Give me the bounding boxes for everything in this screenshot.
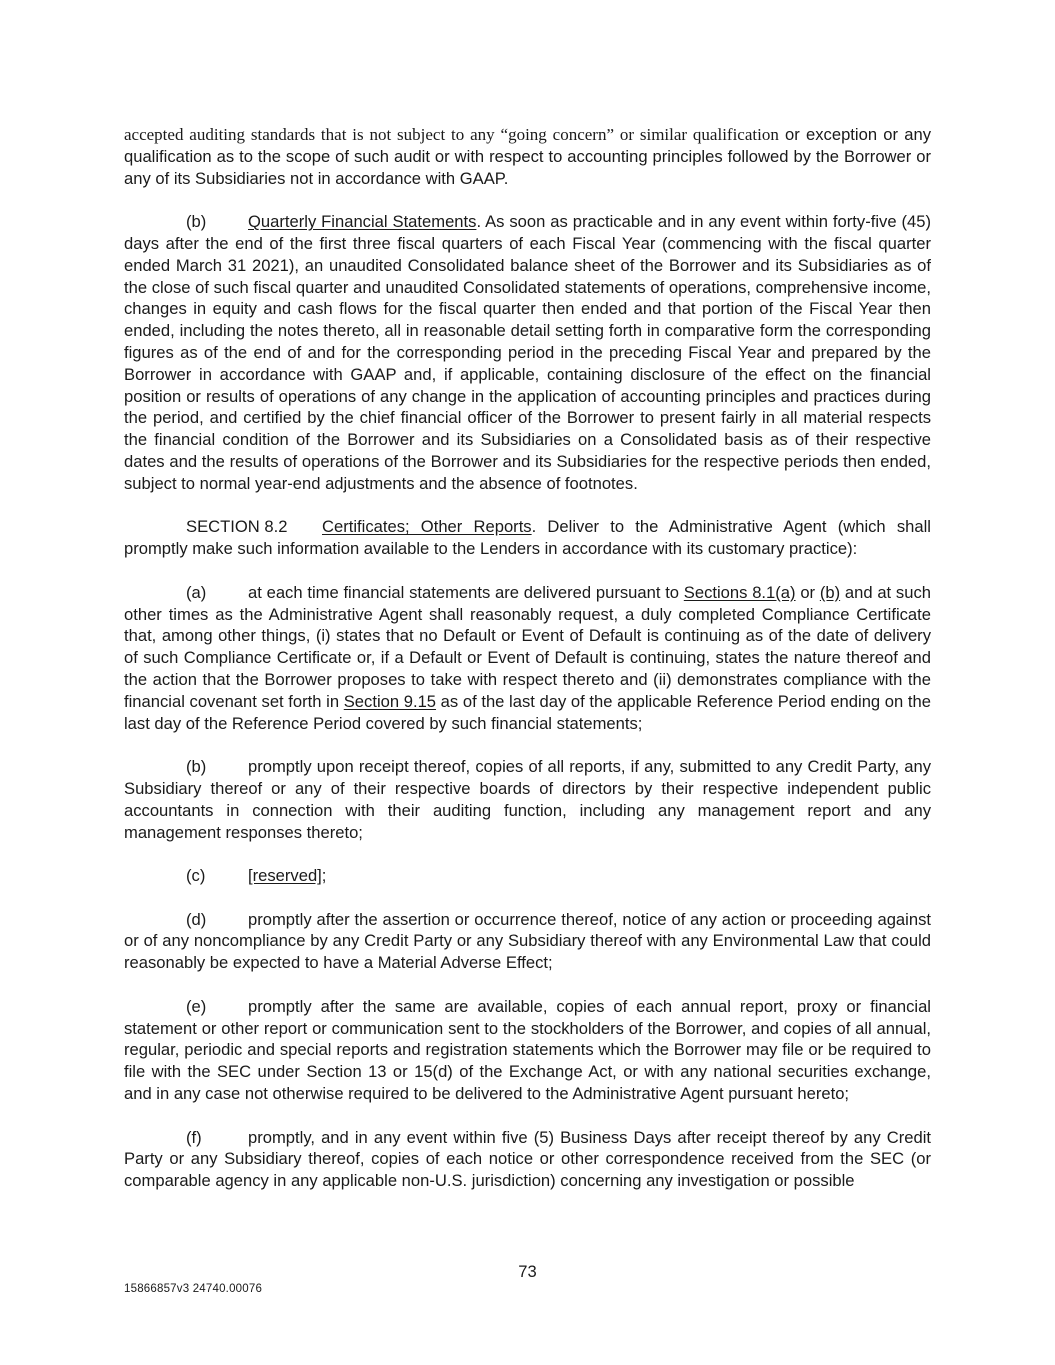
item-c: [124, 865, 931, 887]
item-punctuation: ;: [321, 866, 327, 886]
item-d: [124, 909, 931, 974]
cross-reference-sections-8-1a: Sections 8.1(a): [683, 582, 796, 602]
item-text: promptly, and in any event within five (5) Business Days after receipt thereof by any Credit Party or any Subsidiary thereof, copies of each notice or other correspondence received from the SEC (or comparable agency in any applicable non-U.S. jurisdiction) concerning any investigation or possible: [124, 1127, 931, 1191]
item-text: or: [795, 582, 820, 602]
paragraph-text: As soon as practicable and in any event within forty-five (45) days after the end of the first three fiscal quarters of each Fiscal Year (commencing with the fiscal quarter ended March 31 2021), an unaudited Consolidated balance sheet of the Borrower and its Subsidiaries as of the close of such fiscal quarter and unaudited Consolidated statements of operations, comprehensive income, changes in equity and cash flows for the fiscal quarter then ended and that portion of the Fiscal Year then ended, including the notes thereto, all in reasonable detail setting forth in comparative form the corresponding figures as of the end of and for the corresponding period in the preceding Fiscal Year and prepared by the Borrower in accordance with GAAP and, if applicable, containing disclosure of the effect on the financial position or results of operations of any change in the application of accounting principles and practices during the period, and certified by the chief financial officer of the Borrower to present fairly in all material respects the financial condition of the Borrower and its Subsidiaries on a Consolidated basis as of their respective dates and the results of operations of the Borrower and its Subsidiaries for the respective periods then ended, subject to normal year-end adjustments and the absence of footnotes.: [124, 212, 931, 493]
item-a: [124, 582, 931, 735]
cross-reference-section-9-15: Section 9.15: [343, 691, 437, 711]
section-text: Deliver to the Administrative Agent (which shall promptly make such information available to the Lenders in accordance with its customary practice):: [124, 517, 931, 559]
item-label: (d): [186, 909, 207, 929]
item-text: and at such other times as the Administrative Agent shall reasonably request, a duly completed Compliance Certificate that, among other things, (i) states that no Default or Event of Default is continuing as of the date of delivery of such Compliance Certificate or, if a Default or Event of Default is continuing, states the nature thereof and the action that the Borrower proposes to take with respect thereto and (ii) demonstrates compliance with the financial covenant set forth in: [124, 582, 931, 711]
continuation-serif-text: accepted auditing standards that is not subject to any “going concern” or similar qualification: [124, 125, 779, 144]
paragraph-heading: Quarterly Financial Statements: [248, 212, 477, 232]
item-text-reserved: [reserved]: [248, 866, 322, 886]
section-8-2-paragraph: [124, 516, 931, 560]
continuation-text: or exception or any qualification as to the scope of such audit or with respect to accounting principles followed by the Borrower or any of its Subsidiaries not in accordance with GAAP.: [124, 125, 931, 188]
paragraph-quarterly-statements: [124, 211, 931, 494]
item-b: [124, 756, 931, 843]
item-label: (e): [186, 996, 207, 1016]
section-heading: Certificates; Other Reports: [322, 517, 532, 537]
document-id: 15866857v3 24740.00076: [124, 1283, 263, 1295]
cross-reference-b: (b): [819, 582, 841, 602]
item-label: (c): [186, 866, 206, 886]
section-number: SECTION 8.2: [186, 517, 288, 537]
item-text: promptly after the assertion or occurrence thereof, notice of any action or proceeding against or of any noncompliance by any Credit Party or any Subsidiary thereof with any Environmental Law that could reasonably be expected to have a Material Adverse Effect;: [124, 909, 931, 973]
item-e: [124, 996, 931, 1105]
item-f: [124, 1127, 931, 1192]
item-label: (b): [186, 757, 207, 777]
continuation-paragraph: [124, 124, 931, 189]
heading-punctuation: .: [476, 212, 482, 232]
page-number: 73: [518, 1262, 537, 1281]
paragraph-label: (b): [186, 212, 207, 232]
item-text: as of the last day of the applicable Reference Period ending on the last day of the Reference Period covered by such financial statements;: [124, 691, 931, 733]
item-text: at each time financial statements are delivered pursuant to: [248, 582, 684, 602]
item-text: promptly upon receipt thereof, copies of all reports, if any, submitted to any Credit Party, any Subsidiary thereof or any of their respective boards of directors by their respective independent public accountants in connection with their auditing function, including any management report and any management responses thereto;: [124, 757, 931, 842]
item-label: (a): [186, 582, 207, 602]
item-text: promptly after the same are available, copies of each annual report, proxy or financial statement or other report or communication sent to the stockholders of the Borrower, and copies of all annual, regular, periodic and special reports and registration statements which the Borrower may file or be required to file with the SEC under Section 13 or 15(d) of the Exchange Act, or with any national securities exchange, and in any case not otherwise required to be delivered to the Administrative Agent pursuant hereto;: [124, 996, 931, 1104]
body-text: [124, 124, 931, 1214]
item-label: (f): [186, 1127, 202, 1147]
heading-punctuation: .: [531, 517, 537, 537]
